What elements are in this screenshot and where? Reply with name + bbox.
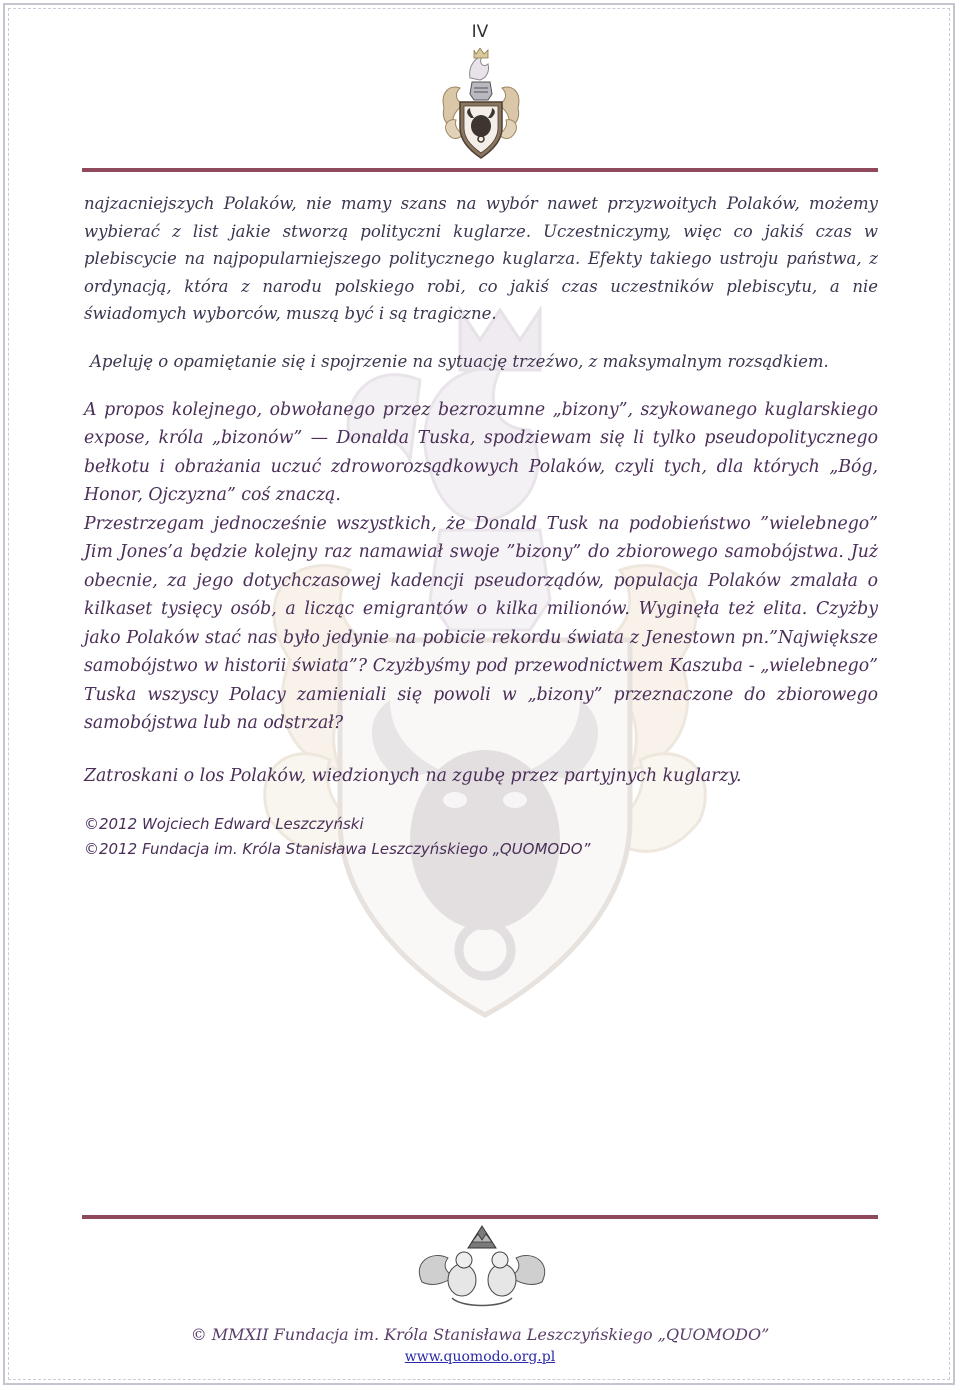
page-number: IV xyxy=(471,22,489,42)
paragraph-closing: Zatroskani o los Polaków, wiedzionych na zgubę przez partyjnych kuglarzy. xyxy=(84,765,742,786)
header-divider xyxy=(82,168,878,172)
paragraph-appeal: Apeluję o opamiętanie się i spojrzenie na sytuację trzeźwo, z maksymalnym rozsądkiem. xyxy=(90,351,829,371)
coat-of-arms-icon xyxy=(438,48,524,160)
paragraph-warning: Przestrzegam jednocześnie wszystkich, że Donald Tusk na podobieństwo ”wielebnego” Jim Jones’a będzie kolejny raz namawiał swoje ”bizony” do zbiorowego samobójstwa. Już obecnie, za jego dotychczasowej kadencji pseudorządów, populacja Polaków zmalała o kilkaset tysięcy osób, a licząc emigrantów o kilka milionów. Wyginęła też elita. Czyżby jako Polaków stać nas było jedynie na pobicie rekordu świata z Jenestown pn.”Największe samobójstwo w historii świata”? Czyżbyśmy pod przewodnictwem Kaszuba - „wielebnego” Tuska wszyscy Polacy zamieniali się powoli w „bizony” przeznaczone do zbiorowego samobójstwa lub na odstrzał? xyxy=(84,513,878,733)
footer-website-link[interactable]: www.quomodo.org.pl xyxy=(404,1349,556,1365)
angels-ornament-icon xyxy=(412,1222,552,1314)
footer-divider xyxy=(82,1215,878,1219)
copyright-author: ©2012 Wojciech Edward Leszczyński xyxy=(84,814,364,833)
paragraph-expose: A propos kolejnego, obwołanego przez bezrozumne „bizony”, szykowanego kuglarskiego expose, króla „bizonów” — Donalda Tuska, spodziewam się li tylko pseudopolitycznego bełkotu i obrażania uczuć zdroworozsądkowych Polaków, czyli tych, dla których „Bóg, Honor, Ojczyzna” coś znaczą. xyxy=(84,399,878,505)
footer-copyright: © MMXII Fundacja im. Króla Stanisława Leszczyńskiego „QUOMODO” xyxy=(190,1325,770,1344)
letter-body xyxy=(84,190,878,862)
paragraph-electoral-system: najzacniejszych Polaków, nie mamy szans na wybór nawet przyzwoitych Polaków, możemy wybierać z list jakie stworzą polityczni kuglarze. Uczestniczymy, więc co jakiś czas w plebiscycie na najpopularniejszego politycznego kuglarza. Efekty takiego ustroju państwa, z ordynacją, która z narodu polskiego robi, co jakiś czas uczestników plebiscytu, a nie świadomych wyborców, muszą być i są tragiczne. xyxy=(84,194,878,323)
copyright-foundation: ©2012 Fundacja im. Króla Stanisława Leszczyńskiego „QUOMODO” xyxy=(84,839,591,858)
